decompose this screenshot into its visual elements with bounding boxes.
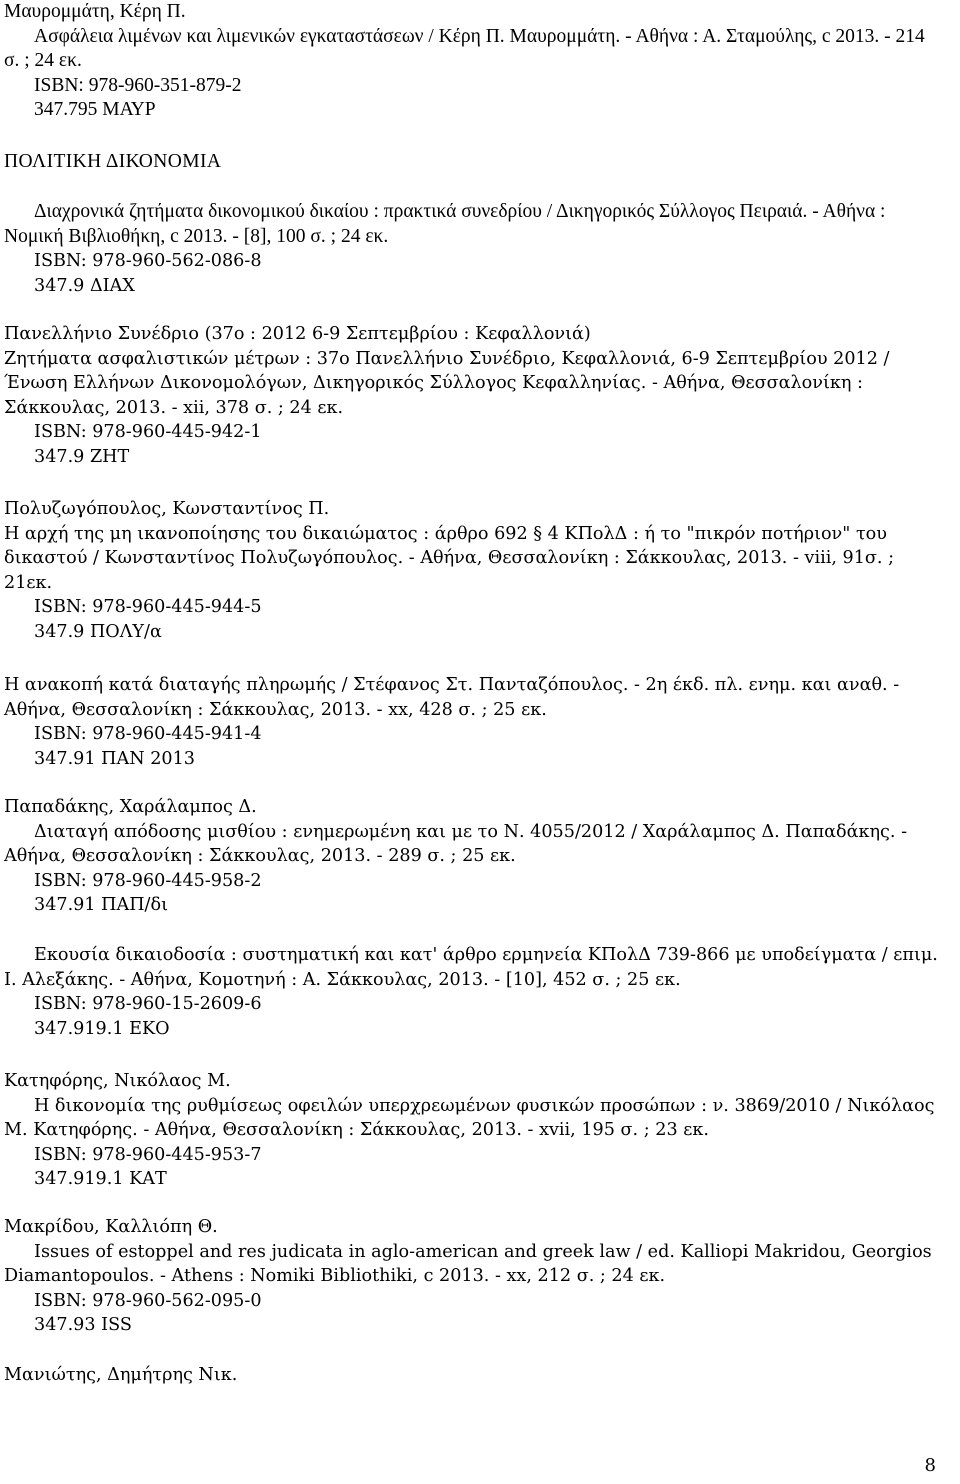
entry-description: Εκουσία δικαιοδοσία : συστηματική και κατ' άρθρο ερμηνεία ΚΠολΔ 739-866 με υποδείγματα / επιμ. Ι. Αλεξάκης. - Αθήνα, Κομοτηνή : Α. Σάκκουλας, 2013. - [10], 452 σ. ; 25 εκ. — [4, 945, 938, 990]
entry-description: Ζητήματα ασφαλιστικών μέτρων : 37ο Πανελλήνιο Συνέδριο, Κεφαλλονιά, 6-9 Σεπτεμβρίου 2012 / Ένωση Ελλήνων Δικονομολόγων, Δικηγορικός Σύλλογος Κεφαλληνίας. - Αθήνα, Θεσσαλονίκη : Σάκκουλας, 2013. - xii, 378 σ. ; 24 εκ. — [4, 348, 890, 418]
entry-call-number: 347.9 ΠΟΛΥ/α — [34, 621, 162, 642]
entry-isbn: ISBN: 978-960-445-953-7 — [34, 1144, 262, 1165]
entry-isbn: ISBN: 978-960-562-086-8 — [34, 251, 262, 272]
entry-author: Παπαδάκης, Χαράλαμπος Δ. — [4, 797, 257, 817]
entry-author: Πανελλήνιο Συνέδριο (37ο : 2012 6-9 Σεπτεμβρίου : Κεφαλλονιά) — [4, 324, 591, 344]
entry-author: Μαυρομμάτη, Κέρη Π. — [4, 1, 186, 22]
catalog-entry — [4, 1363, 938, 1388]
catalog-entry — [4, 1069, 938, 1192]
section-title: ΠΟΛΙΤΙΚΗ ΔΙΚΟΝΟΜΙΑ — [4, 151, 222, 172]
catalog-entry — [4, 0, 938, 123]
entry-isbn: ISBN: 978-960-351-879-2 — [34, 74, 242, 96]
entry-author: Κατηφόρης, Νικόλαος Μ. — [4, 1071, 231, 1091]
entry-isbn: ISBN: 978-960-445-942-1 — [34, 422, 262, 443]
entry-description: Η ανακοπή κατά διαταγής πληρωμής / Στέφανος Στ. Πανταζόπουλος. - 2η έκδ. πλ. ενημ. και αναθ. - Αθήνα, Θεσσαλονίκη : Σάκκουλας, 2013. - xx, 428 σ. ; 25 εκ. — [4, 675, 900, 720]
entry-description: Η αρχή της μη ικανοποίησης του δικαιώματος : άρθρο 692 § 4 ΚΠολΔ : ή το "πικρόν ποτήριον" του δικαστού / Κωνσταντίνος Πολυζωγόπουλος. - Αθήνα, Θεσσαλονίκη : Σάκκουλας, 2013. - viii, 91σ. ; 21εκ. — [4, 523, 895, 593]
catalog-entry — [4, 943, 938, 1041]
entry-call-number: 347.9 ΔΙΑΧ — [34, 275, 135, 296]
entry-isbn: ISBN: 978-960-445-944-5 — [34, 597, 262, 618]
entry-author: Μανιώτης, Δημήτρης Νικ. — [4, 1365, 238, 1385]
catalog-entry — [4, 1215, 938, 1338]
entry-isbn: ISBN: 978-960-445-941-4 — [34, 724, 262, 745]
catalog-entry — [4, 497, 938, 645]
entry-call-number: 347.91 ΠΑΝ 2013 — [34, 748, 195, 769]
page-number: 8 — [924, 1455, 936, 1476]
entry-isbn: ISBN: 978-960-15-2609-6 — [34, 994, 262, 1015]
catalog-entry — [4, 673, 938, 771]
catalog-entry — [4, 795, 938, 918]
section-heading — [4, 150, 938, 175]
entry-isbn: ISBN: 978-960-562-095-0 — [34, 1290, 262, 1311]
entry-call-number: 347.795 ΜΑΥΡ — [34, 99, 156, 121]
entry-call-number: 347.919.1 ΚΑΤ — [34, 1169, 167, 1190]
entry-call-number: 347.9 ΖΗΤ — [34, 446, 130, 467]
catalog-entry — [4, 200, 938, 298]
entry-description: Η δικονομία της ρυθμίσεως οφειλών υπερχρεωμένων φυσικών προσώπων : ν. 3869/2010 / Νικόλαος Μ. Κατηφόρης. - Αθήνα, Θεσσαλονίκη : Σάκκουλας, 2013. - xvii, 195 σ. ; 23 εκ. — [4, 1095, 935, 1141]
entry-call-number: 347.93 ISS — [34, 1315, 132, 1336]
entry-description: Διαχρονικά ζητήματα δικονομικού δικαίου : πρακτικά συνεδρίου / Δικηγορικός Σύλλογος Πειραιά. - Αθήνα : Νομική Βιβλιοθήκη, c 2013. - [8], 100 σ. ; 24 εκ. — [4, 201, 886, 247]
entry-description: Διαταγή απόδοσης μισθίου : ενημερωμένη και με το Ν. 4055/2012 / Χαράλαμπος Δ. Παπαδάκης. - Αθήνα, Θεσσαλονίκη : Σάκκουλας, 2013. - 289 σ. ; 25 εκ. — [4, 821, 908, 867]
entry-author: Πολυζωγόπουλος, Κωνσταντίνος Π. — [4, 499, 330, 519]
entry-description: Ασφάλεια λιμένων και λιμενικών εγκαταστάσεων / Κέρη Π. Μαυρομμάτη. - Αθήνα : Α. Σταμούλης, c 2013. - 214 σ. ; 24 εκ. — [4, 25, 925, 72]
entry-author: Μακρίδου, Καλλιόπη Θ. — [4, 1217, 218, 1237]
entry-call-number: 347.91 ΠΑΠ/δι — [34, 895, 168, 916]
entry-isbn: ISBN: 978-960-445-958-2 — [34, 870, 262, 891]
entry-call-number: 347.919.1 ΕΚΟ — [34, 1018, 170, 1039]
entry-description: Issues of estoppel and res judicata in aglo-american and greek law / ed. Kalliopi Makridou, Georgios Diamantopoulos. - Athens : Nomiki Bibliothiki, c 2013. - xx, 212 σ. ; 24 εκ. — [4, 1241, 932, 1287]
catalog-entry — [4, 322, 938, 470]
